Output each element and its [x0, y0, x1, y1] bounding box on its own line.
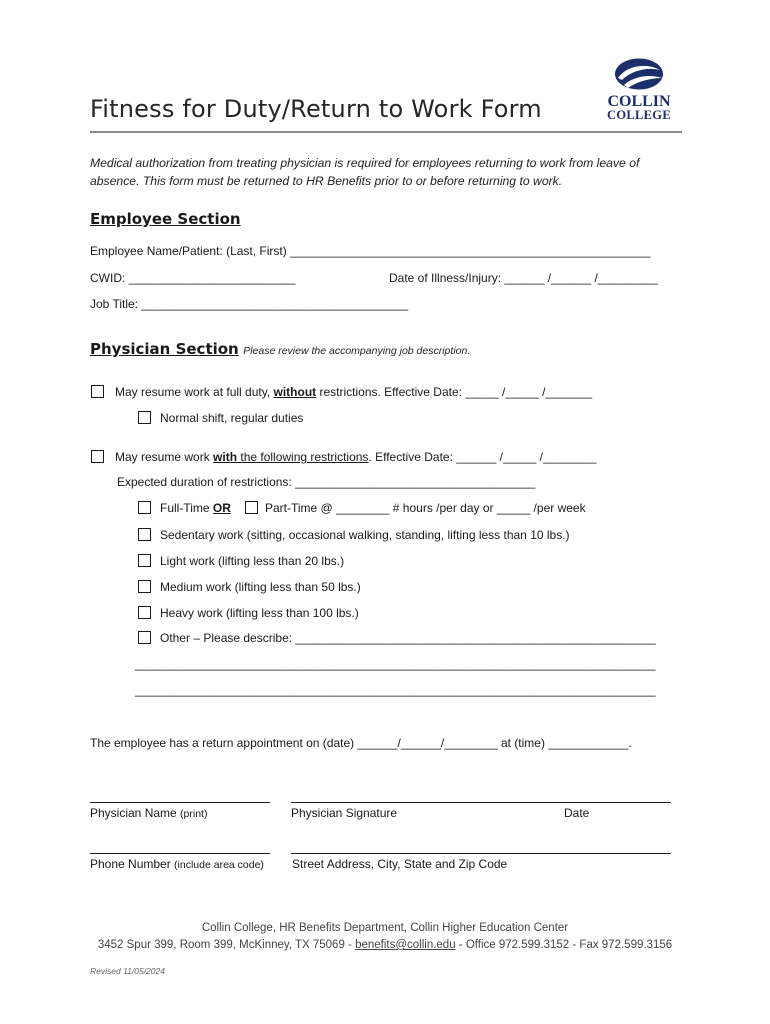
- sedentary-checkbox[interactable]: [138, 528, 151, 541]
- phone-number-label: [90, 857, 264, 871]
- phone-number-area-code: (include area code): [174, 859, 264, 871]
- heavy-work-checkbox[interactable]: [138, 606, 151, 619]
- footer-email-link[interactable]: benefits@collin.edu: [355, 939, 456, 951]
- restrictions-text-pre: May resume work: [115, 450, 214, 464]
- normal-shift-checkbox[interactable]: [138, 411, 151, 424]
- sedentary-label: Sedentary work (sitting, occasional walking, standing, lifting less than 10 lbs.): [160, 528, 570, 542]
- heavy-work-label: Heavy work (lifting less than 100 lbs.): [160, 606, 359, 620]
- full-duty-text-post[interactable]: restrictions. Effective Date: _____ /_____ /_______: [316, 385, 593, 399]
- part-time-checkbox[interactable]: [245, 501, 258, 514]
- other-describe-line-3[interactable]: ______________________________________________________________________________: [135, 683, 656, 697]
- medium-work-checkbox[interactable]: [138, 580, 151, 593]
- light-work-checkbox[interactable]: [138, 554, 151, 567]
- physician-signature-label: Physician Signature: [291, 806, 398, 820]
- page-title: Fitness for Duty/Return to Work Form: [90, 95, 542, 123]
- date-of-illness-field[interactable]: Date of Illness/Injury: ______ /______ /_________: [389, 271, 658, 285]
- cwid-field[interactable]: CWID: _________________________: [90, 271, 296, 285]
- intro-paragraph: Medical authorization from treating physician is required for employees returning to work from leave of absence. This form must be returned to HR Benefits prior to or before returning to work.: [90, 156, 640, 188]
- physician-name-print: (print): [180, 808, 208, 820]
- restrictions-label: [115, 450, 596, 464]
- restrictions-following: the following restrictions: [237, 450, 369, 464]
- physician-name-label: [90, 806, 207, 820]
- physician-section-heading: Physician Section: [90, 340, 239, 358]
- full-time-label: [160, 501, 231, 515]
- collin-college-logo: [600, 58, 678, 122]
- job-title-field[interactable]: Job Title: ________________________________________: [90, 297, 409, 311]
- or-text: OR: [212, 501, 231, 515]
- medium-work-label: Medium work (lifting less than 50 lbs.): [160, 580, 361, 594]
- part-time-field[interactable]: Part-Time @ ________ # hours /per day or _____ /per week: [265, 501, 586, 515]
- duration-field[interactable]: Expected duration of restrictions: ____________________________________: [117, 475, 536, 489]
- footer-address: 3452 Spur 399, Room 399, McKinney, TX 75069 -: [97, 939, 356, 951]
- normal-shift-label: Normal shift, regular duties: [160, 411, 304, 425]
- physician-name-text: Physician Name: [90, 806, 181, 820]
- return-appointment-field[interactable]: The employee has a return appointment on (date) ______/______/________ at (time) ____________.: [90, 736, 632, 750]
- footer-line-2: [0, 939, 770, 951]
- logo-word-collin: COLLIN: [607, 93, 671, 110]
- full-duty-without: without: [273, 385, 317, 399]
- employee-name-field[interactable]: Employee Name/Patient: (Last, First) ______________________________________________________: [90, 244, 651, 258]
- restrictions-checkbox[interactable]: [91, 450, 104, 463]
- full-duty-label: [115, 385, 592, 399]
- full-time-checkbox[interactable]: [138, 501, 151, 514]
- physician-section-note: Please review the accompanying job description.: [243, 345, 471, 357]
- physician-name-line[interactable]: [90, 802, 270, 803]
- logo-word-college: COLLEGE: [607, 108, 671, 122]
- restrictions-text-post[interactable]: . Effective Date: ______ /_____ /________: [368, 450, 597, 464]
- other-describe-field[interactable]: Other – Please describe: ______________________________________________________: [160, 631, 656, 645]
- light-work-label: Light work (lifting less than 20 lbs.): [160, 554, 345, 568]
- street-address-label: Street Address, City, State and Zip Code: [292, 857, 508, 871]
- other-checkbox[interactable]: [138, 631, 151, 644]
- full-duty-checkbox[interactable]: [91, 385, 104, 398]
- physician-section-header: [90, 340, 470, 359]
- street-address-line[interactable]: [291, 853, 671, 854]
- footer-phone-fax: - Office 972.599.3152 - Fax 972.599.3156: [455, 939, 673, 951]
- footer-line-1: Collin College, HR Benefits Department, Collin Higher Education Center: [201, 922, 569, 934]
- header-divider: [90, 131, 682, 133]
- restrictions-with: with: [213, 450, 238, 464]
- phone-number-line[interactable]: [90, 853, 270, 854]
- full-duty-text-pre: May resume work at full duty,: [115, 385, 274, 399]
- collin-swirl-icon: [600, 58, 678, 94]
- other-describe-line-2[interactable]: ______________________________________________________________________________: [135, 657, 656, 671]
- phone-number-text: Phone Number: [90, 857, 175, 871]
- physician-signature-line[interactable]: [291, 802, 671, 803]
- signature-date-label: Date: [564, 806, 590, 820]
- employee-section-heading: Employee Section: [90, 210, 241, 228]
- revised-date: Revised 11/05/2024: [90, 966, 165, 976]
- full-time-text: Full-Time: [160, 501, 213, 515]
